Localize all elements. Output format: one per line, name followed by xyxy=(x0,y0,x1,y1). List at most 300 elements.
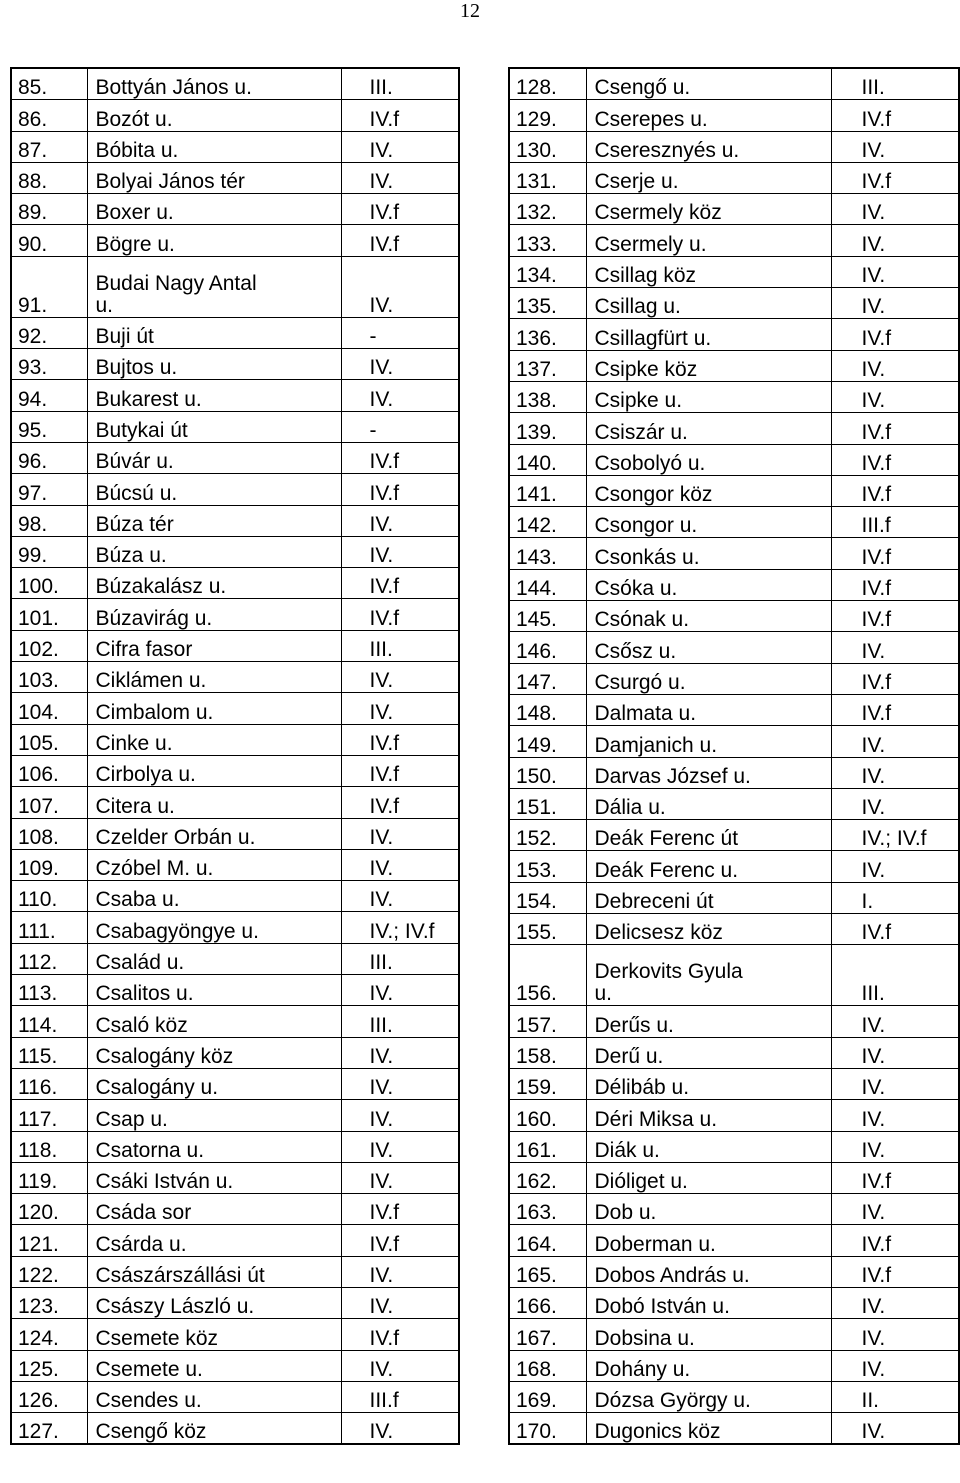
table-row xyxy=(509,507,959,538)
row-number: 96. xyxy=(11,442,87,473)
district-code: IV. xyxy=(831,131,959,162)
table-row xyxy=(509,1131,959,1162)
table-row xyxy=(11,68,459,100)
district-code: IV.f xyxy=(831,914,959,945)
row-number: 120. xyxy=(11,1194,87,1225)
district-code: IV. xyxy=(831,1131,959,1162)
table-row xyxy=(11,317,459,348)
row-number: 91. xyxy=(11,256,87,317)
district-code: IV. xyxy=(831,726,959,757)
row-number: 132. xyxy=(509,194,586,225)
row-number: 114. xyxy=(11,1006,87,1037)
row-number: 107. xyxy=(11,787,87,818)
street-name: Búzavirág u. xyxy=(87,599,341,630)
street-name: Csobolyó u. xyxy=(586,444,831,475)
table-row xyxy=(11,912,459,943)
street-name: Csermely u. xyxy=(586,225,831,256)
street-name-line2: u. xyxy=(594,982,613,1006)
row-number: 143. xyxy=(509,538,586,569)
street-name: Deák Ferenc u. xyxy=(586,851,831,882)
district-code: III. xyxy=(831,68,959,100)
street-name: Debreceni út xyxy=(586,882,831,913)
street-name: Csónak u. xyxy=(586,601,831,632)
table-row xyxy=(11,442,459,473)
table-row xyxy=(509,1256,959,1287)
row-number: 170. xyxy=(509,1413,586,1445)
table-row xyxy=(11,849,459,880)
district-code: IV. xyxy=(831,1287,959,1318)
street-name: Csillag u. xyxy=(586,288,831,319)
district-code: IV. xyxy=(341,1350,459,1381)
district-code: IV.f xyxy=(341,787,459,818)
street-name: Csongor köz xyxy=(586,475,831,506)
table-row xyxy=(11,787,459,818)
table-row xyxy=(509,288,959,319)
street-table-right xyxy=(508,67,960,1445)
row-number: 105. xyxy=(11,724,87,755)
table-row xyxy=(11,630,459,661)
row-number: 131. xyxy=(509,162,586,193)
table-row xyxy=(11,599,459,630)
district-code: IV.f xyxy=(341,1319,459,1350)
street-table-left xyxy=(10,67,460,1445)
row-number: 87. xyxy=(11,131,87,162)
table-row xyxy=(509,820,959,851)
table-row xyxy=(11,380,459,411)
district-code: IV. xyxy=(831,1006,959,1037)
street-name: Csonkás u. xyxy=(586,538,831,569)
street-name: Cirbolya u. xyxy=(87,755,341,786)
street-name: Diák u. xyxy=(586,1131,831,1162)
table-row xyxy=(11,536,459,567)
district-code: IV. xyxy=(831,1413,959,1445)
table-row xyxy=(509,256,959,287)
table-row xyxy=(11,1006,459,1037)
table-row xyxy=(509,100,959,131)
row-number: 86. xyxy=(11,100,87,131)
district-code: IV. xyxy=(831,194,959,225)
table-row xyxy=(509,726,959,757)
street-name: Csabagyöngye u. xyxy=(87,912,341,943)
street-name: Cserje u. xyxy=(586,162,831,193)
street-name: Császárszállási út xyxy=(87,1256,341,1287)
row-number: 167. xyxy=(509,1319,586,1350)
row-number: 150. xyxy=(509,757,586,788)
table-row xyxy=(509,1037,959,1068)
district-code: IV. xyxy=(831,350,959,381)
table-row xyxy=(11,1319,459,1350)
row-number: 109. xyxy=(11,849,87,880)
table-row xyxy=(509,851,959,882)
district-code: IV. xyxy=(341,505,459,536)
street-name: Cserepes u. xyxy=(586,100,831,131)
district-code: III.f xyxy=(831,507,959,538)
street-name: Csemete u. xyxy=(87,1350,341,1381)
row-number: 169. xyxy=(509,1381,586,1412)
row-number: 141. xyxy=(509,475,586,506)
row-number: 111. xyxy=(11,912,87,943)
table-row xyxy=(509,131,959,162)
row-number: 94. xyxy=(11,380,87,411)
street-name: Bottyán János u. xyxy=(87,68,341,100)
district-code: IV.f xyxy=(831,1225,959,1256)
row-number: 101. xyxy=(11,599,87,630)
street-name: Csáda sor xyxy=(87,1194,341,1225)
street-name: Csatorna u. xyxy=(87,1131,341,1162)
table-row xyxy=(509,569,959,600)
district-code: IV.f xyxy=(341,1225,459,1256)
street-name: Butykai út xyxy=(87,411,341,442)
district-code: IV. xyxy=(341,1162,459,1193)
district-code: IV. xyxy=(341,349,459,380)
district-code: IV. xyxy=(341,881,459,912)
district-code: IV.f xyxy=(831,694,959,725)
row-number: 162. xyxy=(509,1162,586,1193)
street-name: Cimbalom u. xyxy=(87,693,341,724)
district-code: IV. xyxy=(341,1287,459,1318)
district-code: IV. xyxy=(341,1131,459,1162)
district-code: IV.f xyxy=(341,100,459,131)
row-number: 151. xyxy=(509,788,586,819)
row-number: 119. xyxy=(11,1162,87,1193)
row-number: 128. xyxy=(509,68,586,100)
street-name: Búcsú u. xyxy=(87,474,341,505)
table-row xyxy=(509,538,959,569)
street-name xyxy=(586,945,831,1006)
table-row xyxy=(509,788,959,819)
table-row xyxy=(11,662,459,693)
row-number: 133. xyxy=(509,225,586,256)
street-name-line1: Budai Nagy Antal xyxy=(95,271,257,295)
table-row xyxy=(11,1225,459,1256)
street-name: Citera u. xyxy=(87,787,341,818)
table-row xyxy=(509,1287,959,1318)
row-number: 92. xyxy=(11,317,87,348)
district-code: IV.f xyxy=(831,1162,959,1193)
table-row xyxy=(11,474,459,505)
row-number: 110. xyxy=(11,881,87,912)
street-name: Csalitos u. xyxy=(87,975,341,1006)
row-number: 152. xyxy=(509,820,586,851)
street-name: Dobos András u. xyxy=(586,1256,831,1287)
row-number: 103. xyxy=(11,662,87,693)
district-code: II. xyxy=(831,1381,959,1412)
row-number: 118. xyxy=(11,1131,87,1162)
page-number: 12 xyxy=(460,0,480,22)
district-code: IV. xyxy=(831,1100,959,1131)
row-number: 123. xyxy=(11,1287,87,1318)
district-code: III. xyxy=(341,1006,459,1037)
street-name: Darvas József u. xyxy=(586,757,831,788)
district-code: I. xyxy=(831,882,959,913)
street-name: Bolyai János tér xyxy=(87,162,341,193)
district-code: III. xyxy=(341,630,459,661)
table-row xyxy=(509,1350,959,1381)
district-code: IV.f xyxy=(341,724,459,755)
table-row xyxy=(11,1350,459,1381)
table-row xyxy=(509,1006,959,1037)
street-name: Búzakalász u. xyxy=(87,568,341,599)
street-table-left-body xyxy=(11,68,459,1444)
district-code: IV. xyxy=(341,536,459,567)
street-name: Csaba u. xyxy=(87,881,341,912)
row-number: 93. xyxy=(11,349,87,380)
table-row xyxy=(509,1319,959,1350)
street-name: Csipke u. xyxy=(586,381,831,412)
table-row xyxy=(11,162,459,193)
row-number: 85. xyxy=(11,68,87,100)
row-number: 145. xyxy=(509,601,586,632)
district-code: IV. xyxy=(831,632,959,663)
table-row xyxy=(11,131,459,162)
district-code: IV. xyxy=(341,1037,459,1068)
street-name: Dugonics köz xyxy=(586,1413,831,1445)
street-name xyxy=(87,256,341,317)
district-code: IV. xyxy=(831,256,959,287)
table-row xyxy=(11,1287,459,1318)
street-name: Dalmata u. xyxy=(586,694,831,725)
table-row xyxy=(509,757,959,788)
table-row xyxy=(509,1194,959,1225)
table-row xyxy=(509,319,959,350)
street-name: Délibáb u. xyxy=(586,1068,831,1099)
street-name: Csengő u. xyxy=(586,68,831,100)
district-code: IV. xyxy=(831,1319,959,1350)
street-name: Cifra fasor xyxy=(87,630,341,661)
district-code: IV. xyxy=(341,1100,459,1131)
district-code: IV. xyxy=(831,225,959,256)
table-row xyxy=(11,568,459,599)
street-name: Czóbel M. u. xyxy=(87,849,341,880)
street-name: Csengő köz xyxy=(87,1413,341,1445)
street-name: Doberman u. xyxy=(586,1225,831,1256)
district-code: IV. xyxy=(341,1413,459,1445)
table-row xyxy=(11,411,459,442)
table-row xyxy=(509,68,959,100)
row-number: 125. xyxy=(11,1350,87,1381)
street-name: Csősz u. xyxy=(586,632,831,663)
street-name: Cinke u. xyxy=(87,724,341,755)
district-code: III. xyxy=(341,68,459,100)
row-number: 168. xyxy=(509,1350,586,1381)
street-name: Csalogány köz xyxy=(87,1037,341,1068)
street-name: Bozót u. xyxy=(87,100,341,131)
district-code: IV.f xyxy=(831,162,959,193)
district-code: IV. xyxy=(831,1037,959,1068)
table-row xyxy=(11,1131,459,1162)
row-number: 160. xyxy=(509,1100,586,1131)
district-code: IV. xyxy=(341,1256,459,1287)
table-row xyxy=(509,1068,959,1099)
street-name: Delicsesz köz xyxy=(586,914,831,945)
district-code: IV.f xyxy=(831,569,959,600)
street-name: Dózsa György u. xyxy=(586,1381,831,1412)
district-code: IV.f xyxy=(831,413,959,444)
table-row xyxy=(11,881,459,912)
table-row xyxy=(11,194,459,225)
district-code: IV.f xyxy=(831,444,959,475)
district-code: IV.f xyxy=(341,474,459,505)
table-row xyxy=(11,100,459,131)
district-code: IV.f xyxy=(341,194,459,225)
row-number: 163. xyxy=(509,1194,586,1225)
row-number: 129. xyxy=(509,100,586,131)
row-number: 116. xyxy=(11,1068,87,1099)
street-name: Csipke köz xyxy=(586,350,831,381)
district-code: IV.f xyxy=(831,319,959,350)
row-number: 156. xyxy=(509,945,586,1006)
district-code: IV.f xyxy=(341,225,459,256)
table-row xyxy=(509,882,959,913)
district-code: IV.; IV.f xyxy=(341,912,459,943)
street-name: Ciklámen u. xyxy=(87,662,341,693)
street-name: Csárda u. xyxy=(87,1225,341,1256)
row-number: 90. xyxy=(11,225,87,256)
row-number: 97. xyxy=(11,474,87,505)
table-row xyxy=(509,413,959,444)
table-row xyxy=(11,349,459,380)
table-row xyxy=(509,694,959,725)
district-code: IV. xyxy=(341,131,459,162)
row-number: 100. xyxy=(11,568,87,599)
street-name: Dobsina u. xyxy=(586,1319,831,1350)
street-name: Csillagfürt u. xyxy=(586,319,831,350)
table-row xyxy=(11,1162,459,1193)
row-number: 146. xyxy=(509,632,586,663)
district-code: IV.f xyxy=(831,100,959,131)
street-name: Csáki István u. xyxy=(87,1162,341,1193)
district-code: IV.f xyxy=(831,1256,959,1287)
district-code: IV.f xyxy=(831,663,959,694)
row-number: 166. xyxy=(509,1287,586,1318)
street-name: Dália u. xyxy=(586,788,831,819)
row-number: 134. xyxy=(509,256,586,287)
row-number: 122. xyxy=(11,1256,87,1287)
street-name: Deák Ferenc út xyxy=(586,820,831,851)
row-number: 135. xyxy=(509,288,586,319)
table-row xyxy=(11,1413,459,1445)
row-number: 112. xyxy=(11,943,87,974)
table-row xyxy=(11,225,459,256)
district-code: IV. xyxy=(831,788,959,819)
street-name: Dobó István u. xyxy=(586,1287,831,1318)
table-row xyxy=(509,1162,959,1193)
district-code: IV.f xyxy=(341,442,459,473)
district-code: IV. xyxy=(341,162,459,193)
street-name-line2: u. xyxy=(95,293,114,317)
table-row xyxy=(11,1256,459,1287)
street-name: Csemete köz xyxy=(87,1319,341,1350)
district-code: IV. xyxy=(831,1068,959,1099)
row-number: 149. xyxy=(509,726,586,757)
row-number: 148. xyxy=(509,694,586,725)
row-number: 138. xyxy=(509,381,586,412)
table-row xyxy=(11,724,459,755)
district-code: IV.f xyxy=(341,568,459,599)
table-row xyxy=(509,945,959,1006)
table-row xyxy=(509,1413,959,1445)
table-row xyxy=(11,1100,459,1131)
table-row xyxy=(509,663,959,694)
table-row xyxy=(509,914,959,945)
district-code: IV.f xyxy=(341,599,459,630)
street-name: Csurgó u. xyxy=(586,663,831,694)
table-row xyxy=(509,194,959,225)
table-row xyxy=(11,1037,459,1068)
street-name: Császy László u. xyxy=(87,1287,341,1318)
row-number: 137. xyxy=(509,350,586,381)
district-code: III. xyxy=(831,945,959,1006)
row-number: 130. xyxy=(509,131,586,162)
street-name: Csermely köz xyxy=(586,194,831,225)
district-code: IV. xyxy=(341,818,459,849)
district-code: - xyxy=(341,411,459,442)
row-number: 108. xyxy=(11,818,87,849)
street-name: Derű u. xyxy=(586,1037,831,1068)
district-code: IV.f xyxy=(831,475,959,506)
table-row xyxy=(11,755,459,786)
table-row xyxy=(509,162,959,193)
row-number: 159. xyxy=(509,1068,586,1099)
row-number: 104. xyxy=(11,693,87,724)
table-row xyxy=(11,1068,459,1099)
district-code: IV. xyxy=(341,849,459,880)
table-row xyxy=(11,943,459,974)
row-number: 106. xyxy=(11,755,87,786)
street-name: Déri Miksa u. xyxy=(586,1100,831,1131)
district-code: III. xyxy=(341,943,459,974)
street-name: Bukarest u. xyxy=(87,380,341,411)
table-row xyxy=(509,601,959,632)
street-name: Dohány u. xyxy=(586,1350,831,1381)
district-code: IV. xyxy=(341,975,459,1006)
district-code: - xyxy=(341,317,459,348)
table-row xyxy=(509,381,959,412)
row-number: 95. xyxy=(11,411,87,442)
table-row xyxy=(11,1381,459,1412)
row-number: 115. xyxy=(11,1037,87,1068)
district-code: IV. xyxy=(341,256,459,317)
row-number: 161. xyxy=(509,1131,586,1162)
street-name: Czelder Orbán u. xyxy=(87,818,341,849)
row-number: 164. xyxy=(509,1225,586,1256)
table-row xyxy=(11,975,459,1006)
street-name: Dob u. xyxy=(586,1194,831,1225)
district-code: IV.f xyxy=(341,755,459,786)
street-name: Cseresznyés u. xyxy=(586,131,831,162)
street-name: Csillag köz xyxy=(586,256,831,287)
district-code: IV. xyxy=(341,693,459,724)
street-name: Csendes u. xyxy=(87,1381,341,1412)
row-number: 127. xyxy=(11,1413,87,1445)
district-code: IV. xyxy=(341,380,459,411)
row-number: 153. xyxy=(509,851,586,882)
district-code: IV.f xyxy=(341,1194,459,1225)
table-row xyxy=(11,256,459,317)
street-name: Damjanich u. xyxy=(586,726,831,757)
row-number: 154. xyxy=(509,882,586,913)
row-number: 147. xyxy=(509,663,586,694)
table-row xyxy=(11,505,459,536)
row-number: 136. xyxy=(509,319,586,350)
district-code: IV. xyxy=(831,381,959,412)
district-code: IV.f xyxy=(831,601,959,632)
street-name: Család u. xyxy=(87,943,341,974)
street-name: Búza tér xyxy=(87,505,341,536)
district-code: IV. xyxy=(831,1194,959,1225)
row-number: 98. xyxy=(11,505,87,536)
district-code: IV. xyxy=(831,288,959,319)
